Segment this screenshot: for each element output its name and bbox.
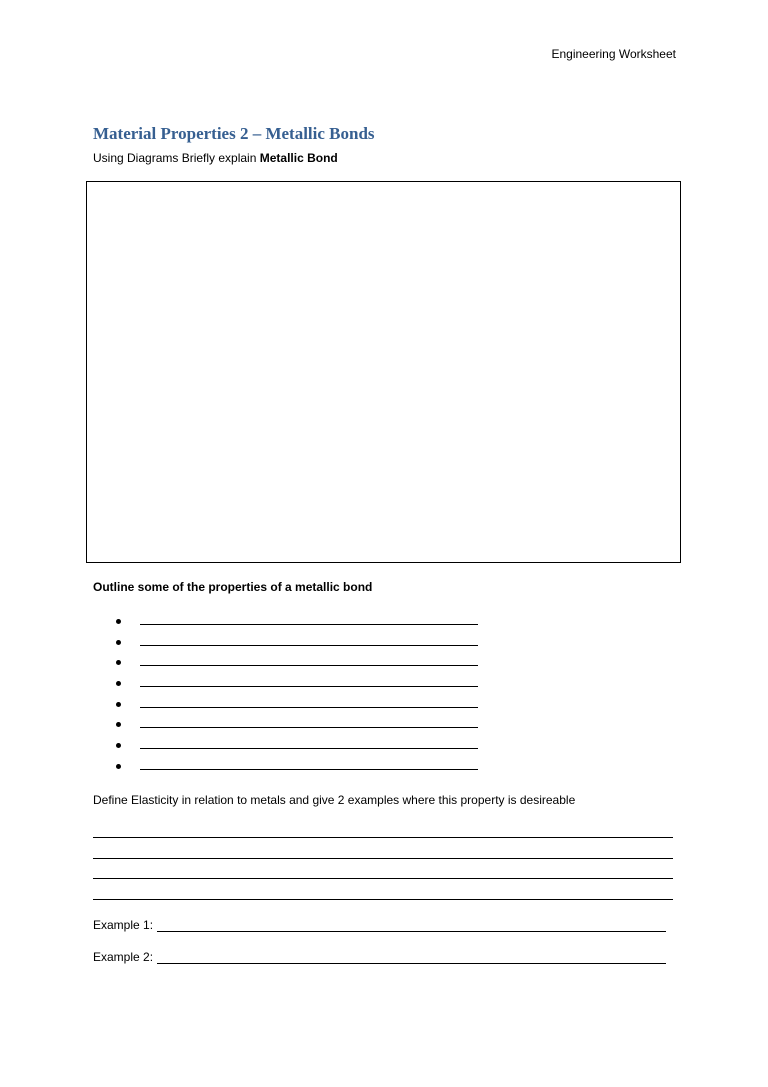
page-header: Engineering Worksheet [551,47,676,61]
answer-blank[interactable] [140,755,478,770]
define-question: Define Elasticity in relation to metals and give 2 examples where this property is desireable [93,793,576,807]
example-1-label: Example 1: [93,918,154,932]
diagram-answer-box[interactable] [86,181,681,563]
bullet-icon [116,764,121,769]
bullet-icon [116,619,121,624]
bullet-icon [116,722,121,727]
page-title: Material Properties 2 – Metallic Bonds [93,124,375,143]
outline-question: Outline some of the properties of a metallic bond [93,580,373,594]
example-2-blank[interactable] [157,951,666,964]
bullet-icon [116,660,121,665]
answer-blank[interactable] [93,887,673,900]
elasticity-answer-lines [93,825,673,907]
answer-line [93,887,673,908]
bullet-icon [116,681,121,686]
answer-blank[interactable] [140,610,478,625]
example-1-blank[interactable] [157,919,666,932]
answer-blank[interactable] [93,846,673,859]
answer-line [93,825,673,846]
answer-blank[interactable] [140,672,478,687]
answer-blank[interactable] [140,693,478,708]
answer-blank[interactable] [93,825,673,838]
bullet-icon [116,743,121,748]
diagram-instruction-text: Using Diagrams Briefly explain [93,151,260,165]
example-2-label: Example 2: [93,950,154,964]
example-2 [93,950,666,964]
answer-blank[interactable] [140,631,478,646]
answer-line [93,846,673,867]
bullet-icon [116,702,121,707]
answer-line [93,866,673,887]
answer-blank[interactable] [93,866,673,879]
diagram-instruction [93,151,338,165]
answer-blank[interactable] [140,651,478,666]
diagram-instruction-bold: Metallic Bond [259,151,338,165]
example-1 [93,918,666,932]
answer-blank[interactable] [140,713,478,728]
answer-blank[interactable] [140,734,478,749]
bullet-icon [116,640,121,645]
